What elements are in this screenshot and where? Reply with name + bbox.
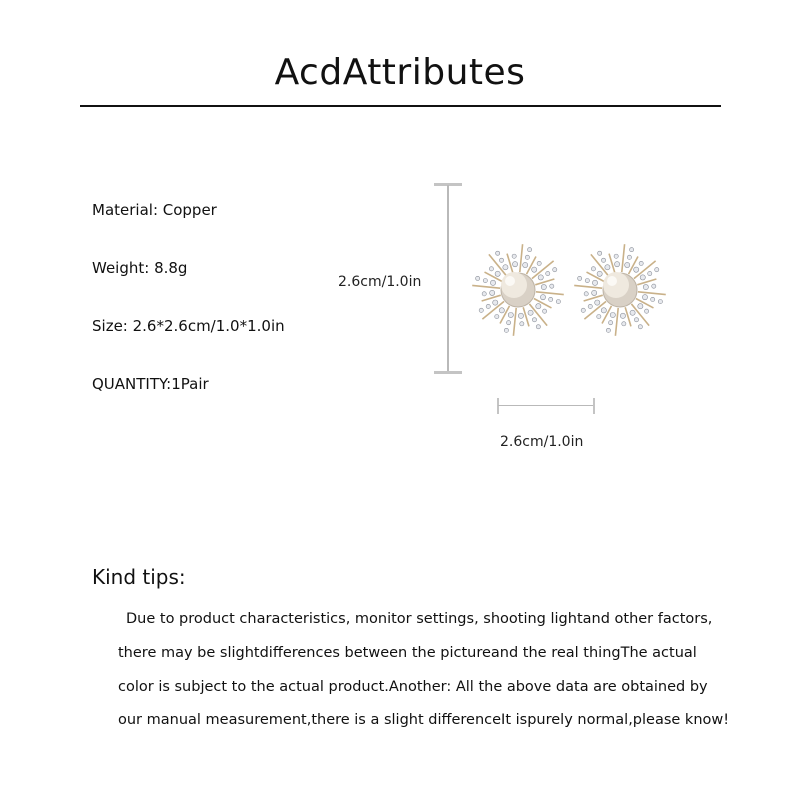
earring-crystal [541,284,546,289]
height-marker-line [447,185,449,372]
earring-crystal [507,321,511,325]
earring-crystal [585,279,589,283]
earring-crystal [642,295,647,300]
earring-crystal [638,304,643,309]
earring-crystal [499,258,503,262]
earring-crystal [556,300,560,304]
kind-tips-heading: Kind tips: [92,565,186,589]
earring-crystal [512,262,517,267]
earring-crystal [486,304,490,308]
earring-crystal [609,321,613,325]
attribute-quantity: QUANTITY:1Pair [92,375,209,393]
earring-crystal [490,290,495,295]
earring-crystal [644,309,648,313]
earring-crystal [503,265,508,270]
earring-ray [574,285,602,288]
earring-crystal [532,267,537,272]
earring-crystal [536,325,540,329]
tip-line-1: Due to product characteristics, monitor settings, shooting lightand other factors, [126,611,713,627]
earring-ray [513,308,516,336]
earring-crystal [638,325,642,329]
earring-ray [472,285,500,288]
earring-crystal [597,271,602,276]
earring-crystal [625,262,630,267]
earring-crystal [525,255,529,259]
tip-line-3: color is subject to the actual product.Another: All the above data are obtained by [118,679,708,695]
earring-crystal [553,268,557,272]
earring-crystal [538,275,543,280]
earring-ray [615,308,618,336]
earring-crystal [479,308,483,312]
earring-crystal [643,284,648,289]
attribute-weight: Weight: 8.8g [92,259,188,277]
earring-crystal [622,322,626,326]
earring-crystal [639,261,643,265]
earring-crystal [537,261,541,265]
earring-crystal [591,267,595,271]
earring-crystal [652,284,656,288]
earring-crystal [578,276,582,280]
earring-crystal [597,314,601,318]
earring-crystal [648,271,652,275]
earring-crystal [595,300,600,305]
earring-crystal [495,314,499,318]
earring-right-image [570,240,670,340]
earring-crystal [601,308,606,313]
earring-crystal [610,312,615,317]
earring-crystal [536,304,541,309]
tip-line-4: our manual measurement,there is a slight differenceIt ispurely normal,please know! [118,712,730,728]
earring-crystal [499,308,504,313]
earring-crystal [592,290,597,295]
earring-crystal [493,300,498,305]
earring-crystal [546,271,550,275]
attribute-size: Size: 2.6*2.6cm/1.0*1.0in [92,317,285,335]
earring-crystal [518,313,523,318]
earring-crystal [634,267,639,272]
earring-ray [520,244,523,272]
earring-crystal [550,284,554,288]
tip-line-2: there may be slightdifferences between the pictureand the real thingThe actual [118,645,697,661]
earring-crystal [614,262,619,267]
earring-crystal [542,309,546,313]
earring-crystal [605,265,610,270]
earring-crystal [634,318,638,322]
earring-crystal [588,304,592,308]
earring-crystal [640,275,645,280]
earring-ray [536,292,564,295]
earring-crystal [630,248,634,252]
width-marker-line [498,405,594,406]
earring-crystal [627,255,631,259]
earring-crystal [483,279,487,283]
width-label: 2.6cm/1.0in [500,434,584,450]
earring-crystal [508,312,513,317]
earring-crystal [489,267,493,271]
earring-crystal [528,248,532,252]
earring-crystal [651,297,655,301]
earring-ray [622,244,625,272]
earring-crystal [620,313,625,318]
earring-crystal [614,254,618,258]
earring-crystal [630,310,635,315]
earring-crystal [658,300,662,304]
page-title: AcdAttributes [274,52,526,93]
earring-crystal [655,268,659,272]
title-divider [80,105,721,107]
earring-left-image [468,240,568,340]
earring-crystal [598,251,602,255]
earring-crystal [528,310,533,315]
earring-ray [638,292,666,295]
earring-crystal [606,328,610,332]
height-label: 2.6cm/1.0in [338,274,422,290]
width-marker-left-cap [497,398,499,414]
earring-crystal [482,292,486,296]
earring-crystal [512,254,516,258]
earring-crystal [496,251,500,255]
earring-crystal [601,258,605,262]
earring-crystal [584,292,588,296]
height-marker-bottom-cap [434,371,462,374]
earring-crystal [476,276,480,280]
earring-crystal [532,318,536,322]
earring-crystal [523,262,528,267]
earring-crystal [540,295,545,300]
earring-crystal [490,280,495,285]
width-marker-right-cap [593,398,595,414]
earring-crystal [520,322,524,326]
earring-crystal [592,280,597,285]
attribute-material: Material: Copper [92,201,217,219]
earring-crystal [581,308,585,312]
earring-crystal [504,328,508,332]
earring-crystal [495,271,500,276]
earring-crystal [549,297,553,301]
